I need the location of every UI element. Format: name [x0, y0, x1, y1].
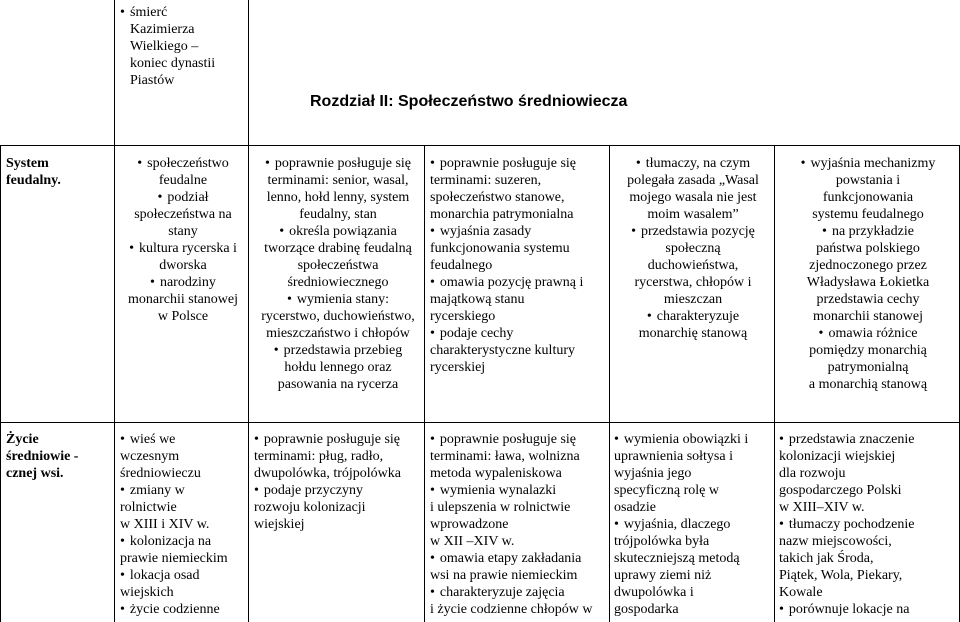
- list-item: • omawia różnice: [779, 325, 957, 342]
- prev-content-item: • śmierć Kazimierza Wielkiego – koniec dynastii Piastów: [120, 5, 216, 88]
- list-item-line: monarchii stanowej: [812, 309, 924, 324]
- list-item-line: tworzące drabinę feudalną: [264, 241, 412, 256]
- list-item-line: Piątek, Wola, Piekary,: [779, 568, 903, 583]
- list-item-line: wyjaśnia jego: [614, 466, 692, 481]
- row1-col3: [254, 155, 422, 393]
- list-item-line: feudalnego: [430, 258, 493, 273]
- list-item: • porównuje lokacje na: [779, 601, 957, 618]
- list-item: • wymienia stany:: [254, 291, 422, 308]
- list-item-line: uprawy ziemi niż: [614, 568, 712, 583]
- list-item-line: mieszczaństwo i chłopów: [266, 326, 410, 341]
- list-item-line: gospodarczego Polski: [779, 483, 902, 498]
- row1-col4: [430, 155, 607, 376]
- list-item: • kolonizacja na: [120, 533, 246, 550]
- row2-col6: [779, 431, 957, 618]
- list-item-line: monarchię stanową: [638, 326, 748, 341]
- list-item-line: rycerskiej: [430, 360, 486, 375]
- row1-topic: System feudalny.: [6, 156, 61, 188]
- row1-col6: [779, 155, 957, 393]
- list-item-line: dworska: [159, 258, 207, 273]
- list-item: • lokacja osad: [120, 567, 246, 584]
- list-item: • wymienia obowiązki i: [614, 431, 772, 448]
- list-item-line: prawie niemieckim: [120, 551, 228, 566]
- list-item: • podaje cechy: [430, 325, 607, 342]
- list-item-line: wprowadzone: [430, 517, 509, 532]
- list-item-line: społeczną: [665, 241, 721, 256]
- list-item-line: osadzie: [614, 500, 656, 515]
- list-item-line: metoda wypaleniskowa: [430, 466, 562, 481]
- list-item-line: gospodarka: [614, 602, 679, 617]
- list-item-line: rycerstwa, chłopów i: [634, 275, 752, 290]
- list-item-line: monarchii stanowej: [127, 292, 239, 307]
- list-item: • podaje przyczyny: [254, 482, 422, 499]
- list-item: • omawia pozycję prawną i: [430, 274, 607, 291]
- list-item: • poprawnie posługuje się: [254, 431, 422, 448]
- list-item-line: trójpolówka była: [614, 534, 710, 549]
- row2-col3: [254, 431, 422, 533]
- row2-col5: [614, 431, 772, 618]
- list-item-line: pasowania na rycerza: [277, 377, 399, 392]
- list-item: • charakteryzuje: [614, 308, 772, 325]
- list-item-line: średniowiecznego: [287, 275, 389, 290]
- list-item-line: w XIII–XIV w.: [779, 500, 865, 515]
- list-item-line: systemu feudalnego: [812, 207, 924, 222]
- row2-content: [120, 431, 246, 618]
- list-item-line: feudalny, stan: [299, 207, 377, 222]
- list-item-line: dwupolówka i: [614, 585, 694, 600]
- list-item-line: w Polsce: [157, 309, 209, 324]
- list-item-line: społeczeństwa: [297, 258, 379, 273]
- list-item: • omawia etapy zakładania: [430, 550, 607, 567]
- list-item: • zmiany w: [120, 482, 246, 499]
- list-item-line: wiejskich: [120, 585, 174, 600]
- list-item-line: a monarchią stanową: [808, 377, 928, 392]
- list-item-line: skuteczniejszą metodą: [614, 551, 740, 566]
- list-item-line: lenno, hołd lenny, system: [266, 190, 410, 205]
- list-item-line: mieszczan: [663, 292, 723, 307]
- list-item-line: i życie codzienne chłopów w: [430, 602, 593, 617]
- row1-col5: [614, 155, 772, 342]
- list-item-line: wiejskiej: [254, 517, 305, 532]
- list-item-line: charakterystyczne kultury: [430, 343, 575, 358]
- list-item: • wieś we: [120, 431, 246, 448]
- list-item-line: dwupolówka, trójpolówka: [254, 466, 401, 481]
- list-item-line: rozwoju kolonizacji: [254, 500, 366, 515]
- list-item-line: feudalne: [158, 173, 208, 188]
- list-item: • poprawnie posługuje się: [430, 431, 607, 448]
- row1-content: [120, 155, 246, 325]
- list-item-line: rolnictwie: [120, 500, 177, 515]
- row2-col4: [430, 431, 607, 618]
- list-item-line: pomiędzy monarchią: [809, 343, 927, 358]
- list-item-line: dla rozwoju: [779, 466, 846, 481]
- col-divider-2: [248, 0, 249, 622]
- list-item-line: w XIII i XIV w.: [120, 517, 210, 532]
- row-divider-top: [0, 145, 960, 146]
- table-left-border: [0, 145, 1, 622]
- list-item-line: patrymonialną: [827, 360, 909, 375]
- list-item: • wyjaśnia mechanizmy: [779, 155, 957, 172]
- list-item-line: w XII –XIV w.: [430, 534, 515, 549]
- list-item-line: specyficzną rolę w: [614, 483, 719, 498]
- list-item-line: duchowieństwa,: [647, 258, 739, 273]
- list-item-line: rycerstwo, duchowieństwo,: [261, 309, 415, 324]
- list-item: • tłumaczy, na czym: [614, 155, 772, 172]
- list-item-line: stany: [168, 224, 198, 239]
- list-item: • wyjaśnia zasady: [430, 223, 607, 240]
- bullet-icon: •: [120, 5, 125, 20]
- list-item-line: monarchia patrymonialna: [430, 207, 574, 222]
- list-item: • wyjaśnia, dlaczego: [614, 516, 772, 533]
- list-item-line: rycerskiego: [430, 309, 496, 324]
- list-item: • kultura rycerska i: [120, 240, 246, 257]
- list-item: • podział: [120, 189, 246, 206]
- list-item-line: społeczeństwa na: [134, 207, 232, 222]
- col-divider-4: [609, 145, 610, 622]
- col-divider-1: [114, 0, 115, 622]
- col-divider-3: [424, 145, 425, 622]
- list-item-line: terminami: ława, wolnizna: [430, 449, 580, 464]
- list-item: • przedstawia przebieg: [254, 342, 422, 359]
- list-item: • życie codzienne: [120, 601, 246, 618]
- list-item-line: funkcjonowania: [822, 190, 914, 205]
- list-item: • na przykładzie: [779, 223, 957, 240]
- list-item: • poprawnie posługuje się: [254, 155, 422, 172]
- list-item: • poprawnie posługuje się: [430, 155, 607, 172]
- list-item-line: kolonizacji wiejskiej: [779, 449, 896, 464]
- list-item-line: takich jak Środa,: [779, 551, 874, 566]
- row-divider-mid: [0, 422, 960, 423]
- list-item-line: majątkową stanu: [430, 292, 525, 307]
- list-item-line: powstania i: [835, 173, 901, 188]
- chapter-title: Rozdział II: Społeczeństwo średniowiecza: [310, 93, 628, 110]
- list-item-line: społeczeństwo stanowe,: [430, 190, 565, 205]
- list-item-line: wsi na prawie niemieckim: [430, 568, 578, 583]
- list-item: • przedstawia znaczenie: [779, 431, 957, 448]
- list-item-line: zjednoczonego przez: [809, 258, 927, 273]
- list-item-line: mojego wasala nie jest: [629, 190, 757, 205]
- list-item-line: polegała zasada „Wasal: [627, 173, 759, 188]
- list-item-line: terminami: suzeren,: [430, 173, 542, 188]
- list-item: • wymienia wynalazki: [430, 482, 607, 499]
- list-item-line: państwa polskiego: [816, 241, 920, 256]
- list-item: • tłumaczy pochodzenie: [779, 516, 957, 533]
- list-item: • społeczeństwo: [120, 155, 246, 172]
- list-item-line: uprawnienia sołtysa i: [614, 449, 733, 464]
- list-item-line: terminami: pług, radło,: [254, 449, 384, 464]
- list-item: • charakteryzuje zajęcia: [430, 584, 607, 601]
- list-item-line: średniowieczu: [120, 466, 201, 481]
- col-divider-5: [774, 145, 775, 622]
- list-item-line: terminami: senior, wasal,: [267, 173, 409, 188]
- list-item-line: przedstawia cechy: [816, 292, 920, 307]
- list-item-line: Władysława Łokietka: [806, 275, 930, 290]
- list-item: • określa powiązania: [254, 223, 422, 240]
- list-item-line: i ulepszenia w rolnictwie: [430, 500, 571, 515]
- list-item-line: hołdu lennego oraz: [284, 360, 392, 375]
- row2-topic: Życie średniowie - cznej wsi.: [6, 432, 79, 481]
- list-item-line: funkcjonowania systemu: [430, 241, 570, 256]
- list-item: • narodziny: [120, 274, 246, 291]
- list-item-line: Kowale: [779, 585, 823, 600]
- list-item-line: wczesnym: [120, 449, 180, 464]
- list-item-line: nazw miejscowości,: [779, 534, 892, 549]
- list-item-line: moim wasalem”: [647, 207, 739, 222]
- list-item: • przedstawia pozycję: [614, 223, 772, 240]
